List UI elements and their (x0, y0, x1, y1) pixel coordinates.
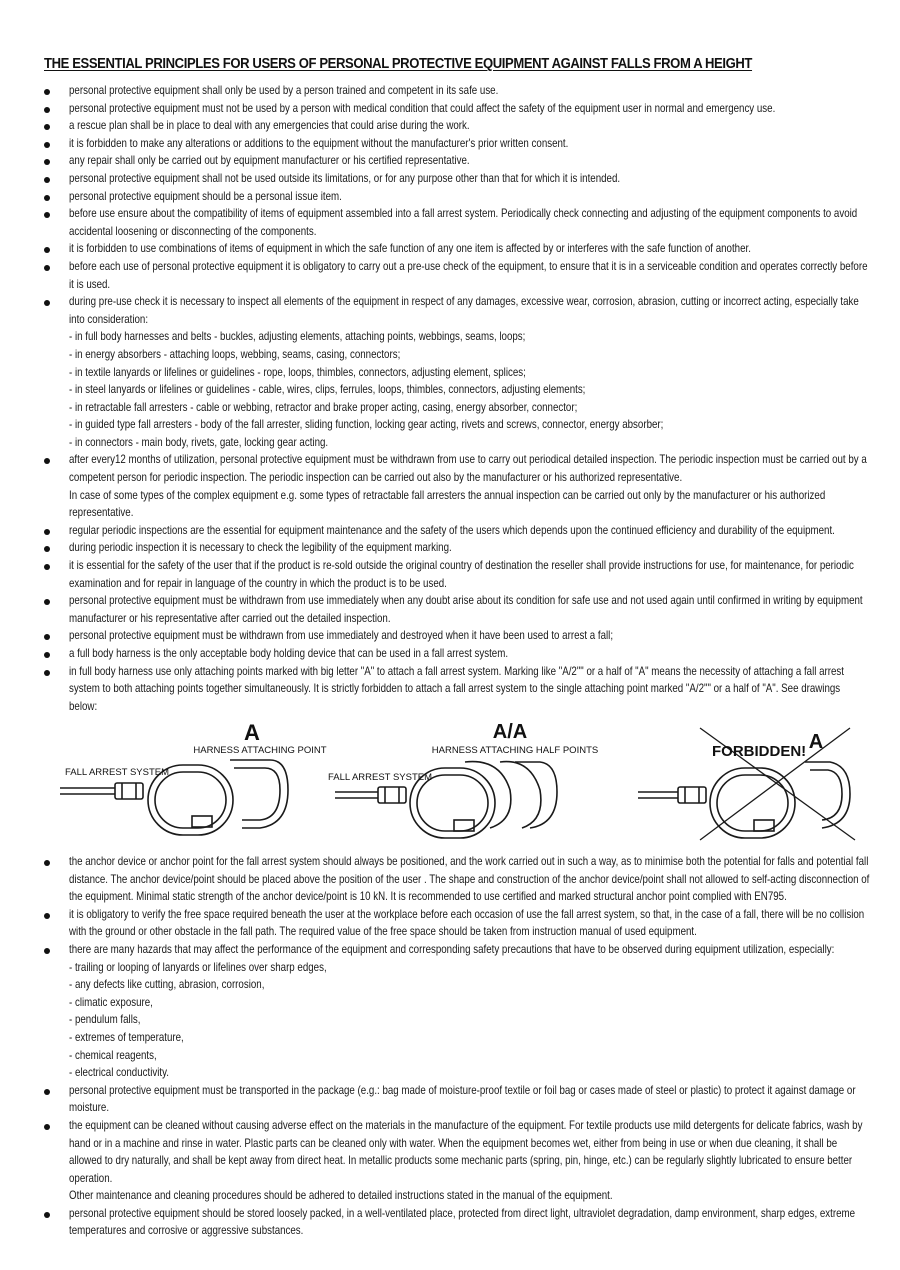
list-item (44, 152, 870, 170)
item-text: any repair shall only be carried out by equipment manufacturer or his certified representative. (69, 154, 470, 168)
bullet-icon (44, 564, 50, 570)
bullet-icon (44, 195, 50, 201)
bullet-icon (44, 860, 50, 866)
bullet-icon (44, 1212, 50, 1218)
forbidden-a-mark: A (808, 731, 824, 753)
half-points-label: HARNESS ATTACHING HALF POINTS (431, 745, 599, 756)
bullet-icon (44, 265, 50, 271)
hazard-subitem: - pendulum falls, (69, 1013, 141, 1027)
periodic-note: In case of some types of the complex equipment e.g. some types of retractable fall arresters the annual inspection can be carried out only by the manufacturer or his authorized representative. (69, 488, 826, 520)
list-item (44, 663, 870, 716)
list-item (44, 627, 870, 645)
item-text: personal protective equipment must be transported in the package (e.g.: bag made of moisture-proof textile or foil bag or cases made of steel or plastic) to protect it against damage or moisture. (69, 1083, 856, 1115)
list-item (44, 522, 870, 540)
hazard-subitem: - chemical reagents, (69, 1048, 157, 1062)
item-text: it is forbidden to make any alterations or additions to the equipment without the manufacturer's prior written consent. (69, 136, 569, 150)
item-text: a full body harness is the only acceptable body holding device that can be used in a fall arrest system. (69, 647, 509, 660)
hazards-intro: there are many hazards that may affect the performance of the equipment and corresponding safety precautions that have to be observed during equipment utilization, especially: (69, 942, 835, 956)
item-text (69, 941, 870, 1082)
item-text (69, 293, 870, 451)
hazard-subitem: - trailing or looping of lanyards or lifelines over sharp edges, (69, 960, 327, 974)
drawings-svg (60, 720, 860, 845)
list-item (44, 240, 870, 258)
bullet-icon (44, 1124, 50, 1130)
list-item (44, 1082, 870, 1117)
precheck-subitem: - in full body harnesses and belts - buckles, adjusting elements, attaching points, webbings, seams, loops; (69, 330, 526, 344)
item-text: regular periodic inspections are the essential for equipment maintenance and the safety of the users which depends upon the continued efficiency and durability of the equipment. (69, 523, 835, 537)
item-text (69, 1117, 870, 1205)
list-item (44, 293, 870, 451)
precheck-intro: during pre-use check it is necessary to inspect all elements of the equipment in respect of any damages, excessive wear, corrosion, abrasion, cutting or incorrect acting, especially take into consideration: (69, 295, 859, 326)
list-item (44, 82, 870, 100)
list-item (44, 906, 870, 941)
item-text: in full body harness use only attaching points marked with big letter "A" to attach a fall arrest system. Marking like "A/2"" or a half of "A" means the necessity of attaching a fall arrest system to both attaching points together simultaneously. It is strictly forbidden to attach a fall arrest system to the single attaching point marked "A/2"" or a half of "A". See drawings below: (69, 664, 845, 713)
bullet-icon (44, 142, 50, 148)
bullet-icon (44, 529, 50, 535)
page-title: THE ESSENTIAL PRINCIPLES FOR USERS OF PERSONAL PROTECTIVE EQUIPMENT AGAINST FALLS FROM A HEIGHT (44, 55, 753, 72)
fall-arrest-label-2: FALL ARREST SYSTEM (328, 772, 433, 783)
hazard-subitem: - extremes of temperature, (69, 1030, 184, 1044)
item-text: it is obligatory to verify the free space required beneath the user at the workplace before each occasion of use the fall arrest system, so that, in the case of a fall, there will be no collision with the ground or other obstacle in the fall path. The required value of the free space should be taken from instruction manual of used equipment. (69, 907, 865, 939)
bullet-icon (44, 89, 50, 95)
precheck-subitem: - in connectors - main body, rivets, gate, locking gear acting. (69, 435, 329, 449)
big-a-mark: A (244, 720, 260, 745)
fall-arrest-label: FALL ARREST SYSTEM (65, 767, 170, 778)
lower-principles-list (44, 853, 870, 1240)
bullet-icon (44, 212, 50, 218)
item-text: the anchor device or anchor point for the fall arrest system should always be positioned, and the work carried out in such a way, as to minimise both the potential for falls and potential fall distance. The anchor device/point should be placed above the position of the user . The shape and construction of the anchor device/point shall not allowed to self-acting disconnection of the equipment. Minimal static strength of the anchor device/point is 10 kN. It is recommended to use certified and marked structural anchor point complied with EN795. (69, 855, 870, 904)
hazard-subitem: - electrical conductivity. (69, 1066, 169, 1080)
item-text: before use ensure about the compatibility of items of equipment assembled into a fall arrest system. Periodically check connecting and adjusting of the equipment components to avoid accidental loosening or disconnecting of the components. (69, 207, 858, 238)
item-text: personal protective equipment should be a personal issue item. (69, 189, 342, 203)
list-item (44, 941, 870, 1082)
precheck-subitem: - in steel lanyards or lifelines or guidelines - cable, wires, clips, ferrules, loops, thimbles, connectors, adjusting elements; (69, 383, 586, 397)
bullet-icon (44, 913, 50, 919)
upper-principles-list (44, 82, 870, 715)
item-text (69, 451, 870, 521)
bullet-icon (44, 634, 50, 640)
list-item (44, 645, 870, 663)
list-item (44, 170, 870, 188)
hazard-subitem: - climatic exposure, (69, 995, 153, 1009)
item-text: personal protective equipment must be withdrawn from use immediately and destroyed when it have been used to arrest a fall; (69, 629, 614, 643)
list-item (44, 592, 870, 627)
precheck-subitem: - in guided type fall arresters - body of the fall arrester, sliding function, locking gear acting, rivets and screws, connector, energy absorber; (69, 418, 664, 432)
bullet-icon (44, 652, 50, 658)
list-item (44, 451, 870, 521)
list-item (44, 205, 870, 240)
bullet-icon (44, 300, 50, 306)
cleaning-text: the equipment can be cleaned without causing adverse effect on the materials in the manufacture of the equipment. For textile products use mild detergents for delicate fabrics, wash by hand or in a machine and rinse in water. Plastic parts can be cleaned only with water. When the equipment becomes wet, either from being in use or when due cleaning, it shall be allowed to dry naturally, and shall be kept away from direct heat. In metallic products some mechanic parts (spring, pin, hinge, etc.) can be regularly slightly lubricated to ensure better operation. (69, 1118, 863, 1185)
precheck-subitem: - in textile lanyards or lifelines or guidelines - rope, loops, thimbles, connectors, adjusting element, splices; (69, 365, 526, 379)
list-item (44, 853, 870, 906)
list-item (44, 100, 870, 118)
bullet-icon (44, 1089, 50, 1095)
bullet-icon (44, 458, 50, 464)
bullet-icon (44, 124, 50, 130)
half-a-mark: A/A (492, 721, 528, 743)
list-item (44, 539, 870, 557)
bullet-icon (44, 546, 50, 552)
list-item (44, 188, 870, 206)
forbidden-label: FORBIDDEN! (712, 743, 807, 760)
item-text: it is essential for the safety of the user that if the product is re-sold outside the original country of destination the reseller shall provide instructions for use, for maintenance, for periodic examination and for repair in language of the country in which the product is to be used. (69, 559, 854, 590)
item-text: during periodic inspection it is necessary to check the legibility of the equipment marking. (69, 541, 452, 555)
bullet-icon (44, 599, 50, 605)
precheck-subitem: - in energy absorbers - attaching loops, webbing, seams, casing, connectors; (69, 347, 401, 361)
item-text: personal protective equipment should be stored loosely packed, in a well-ventilated place, protected from direct light, ultraviolet degradation, damp environment, sharp edges, extreme temperatures and corrosive or aggressive substances. (69, 1206, 856, 1238)
bullet-icon (44, 177, 50, 183)
list-item (44, 1117, 870, 1205)
item-text: personal protective equipment shall only be used by a person trained and competent in its safe use. (69, 84, 499, 97)
bullet-icon (44, 159, 50, 165)
hazard-subitem: - any defects like cutting, abrasion, corrosion, (69, 978, 265, 992)
list-item (44, 135, 870, 153)
bullet-icon (44, 948, 50, 954)
list-item (44, 258, 870, 293)
bullet-icon (44, 670, 50, 676)
item-text: it is forbidden to use combinations of items of equipment in which the safe function of any one item is affected by or interferes with the safe function of another. (69, 242, 751, 256)
list-item (44, 1205, 870, 1240)
attach-point-label: HARNESS ATTACHING POINT (193, 745, 327, 756)
bullet-icon (44, 247, 50, 253)
list-item (44, 557, 870, 592)
item-text: before each use of personal protective equipment it is obligatory to carry out a pre-use check of the equipment, to ensure that it is in a serviceable condition and operates correctly before it is used. (69, 259, 868, 291)
item-text: personal protective equipment must not be used by a person with medical condition that could affect the safety of the equipment user in normal and emergency use. (69, 101, 776, 115)
item-text: personal protective equipment must be withdrawn from use immediately when any doubt arise about its condition for safe use and not used again until confirmed in writing by equipment manufacturer or his representative after carried out the detailed inspection. (69, 594, 863, 625)
precheck-subitem: - in retractable fall arresters - cable or webbing, retractor and brake proper acting, casing, energy absorber, connector; (69, 400, 578, 414)
bullet-icon (44, 107, 50, 113)
attaching-points-drawings (60, 720, 860, 845)
periodic-text: after every12 months of utilization, personal protective equipment must be withdrawn from use to carry out periodical detailed inspection. The periodic inspection must be carried out by a competent person for periodic inspection. The periodic inspection can be carried out also by the manufacturer or his authorized representative. (69, 453, 867, 485)
item-text: a rescue plan shall be in place to deal with any emergencies that could arise during the work. (69, 119, 470, 133)
cleaning-note: Other maintenance and cleaning procedures should be adhered to detailed instructions stated in the manual of the equipment. (69, 1189, 613, 1203)
item-text: personal protective equipment shall not be used outside its limitations, or for any purpose other than that for which it is intended. (69, 171, 621, 185)
list-item (44, 117, 870, 135)
